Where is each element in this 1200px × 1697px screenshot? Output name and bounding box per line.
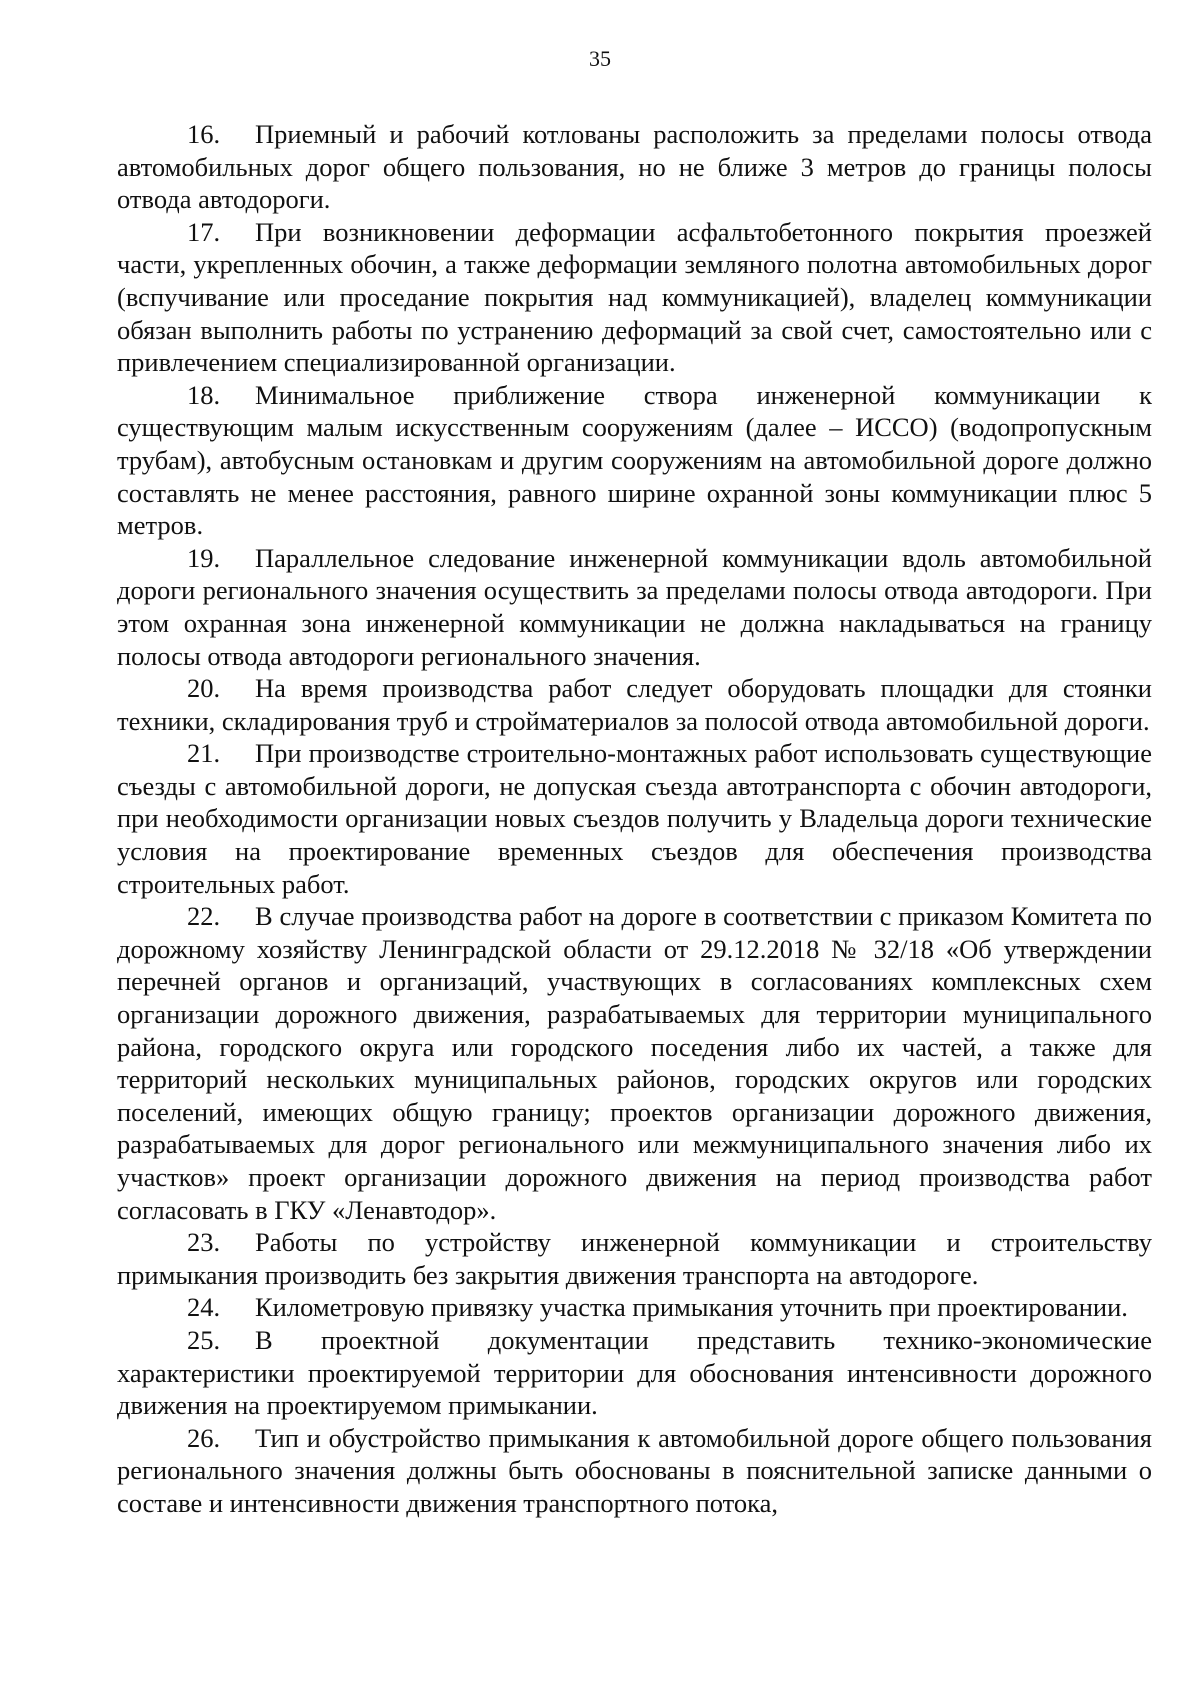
- paragraph-text: При производстве строительно-монтажных работ использовать существующие съезды с автомобильной дороги, не допуская съезда автотранспорта с обочин автодороги, при необходимости организации новых съездов получить у Владельца дороги технические условия на проектирование временных съездов для обеспечения производства строительных работ.: [117, 738, 1152, 899]
- document-body: [117, 118, 1152, 1520]
- page-number: 35: [589, 46, 611, 71]
- paragraph-number: 23.: [187, 1227, 221, 1258]
- paragraph-21: [117, 737, 1152, 900]
- paragraph-number: 24.: [187, 1292, 221, 1323]
- paragraph-text: На время производства работ следует оборудовать площадки для стоянки техники, складирования труб и стройматериалов за полосой отвода автомобильной дороги.: [117, 673, 1152, 736]
- paragraph-number: 19.: [187, 542, 221, 573]
- paragraph-text: Приемный и рабочий котлованы расположить за пределами полосы отвода автомобильных дорог общего пользования, но не ближе 3 метров до границы полосы отвода автодороги.: [117, 119, 1152, 215]
- paragraph-text: Тип и обустройство примыкания к автомобильной дороге общего пользования регионального значения должны быть обоснованы в пояснительной записке данными о составе и интенсивности движения транспортного потока,: [117, 1422, 1152, 1518]
- paragraph-23: [117, 1226, 1152, 1291]
- paragraph-number: 25.: [187, 1324, 221, 1355]
- paragraph-16: [117, 118, 1152, 216]
- paragraph-25: [117, 1324, 1152, 1422]
- paragraph-19: [117, 542, 1152, 672]
- paragraph-text: Минимальное приближение створа инженерной коммуникации к существующим малым искусственным сооружениям (далее – ИССО) (водопропускным трубам), автобусным остановкам и другим сооружениям на автомобильной дороге должно составлять не менее расстояния, равного ширине охранной зоны коммуникации плюс 5 метров.: [117, 379, 1152, 541]
- paragraph-text: Километровую привязку участка примыкания уточнить при проектировании.: [255, 1292, 1128, 1323]
- paragraph-number: 26.: [187, 1422, 221, 1453]
- paragraph-number: 22.: [187, 901, 221, 932]
- paragraph-number: 18.: [187, 379, 221, 410]
- paragraph-text: В случае производства работ на дороге в соответствии с приказом Комитета по дорожному хозяйству Ленинградской области от 29.12.2018 № 32/18 «Об утверждении перечней органов и организаций, участвующих в согласованиях комплексных схем организации дорожного движения, разрабатываемых для территории муниципального района, городского округа или городского поседения либо их частей, а также для территорий нескольких муниципальных районов, городских округов или городских поселений, имеющих общую границу; проектов организации дорожного движения, разрабатываемых для дорог регионального или межмуниципального значения либо их участков» проект организации дорожного движения на период производства работ согласовать в ГКУ «Ленавтодор».: [117, 901, 1152, 1225]
- paragraph-number: 17.: [187, 216, 221, 247]
- paragraph-22: [117, 900, 1152, 1226]
- paragraph-text: Работы по устройству инженерной коммуникации и строительству примыкания производить без закрытия движения транспорта на автодороге.: [117, 1227, 1152, 1290]
- paragraph-number: 16.: [187, 119, 221, 149]
- paragraph-17: [117, 216, 1152, 379]
- paragraph-26: [117, 1422, 1152, 1520]
- paragraph-20: [117, 672, 1152, 737]
- paragraph-24: [117, 1291, 1152, 1324]
- paragraph-text: В проектной документации представить технико-экономические характеристики проектируемой территории для обоснования интенсивности дорожного движения на проектируемом примыкании.: [117, 1324, 1152, 1421]
- paragraph-text: При возникновении деформации асфальтобетонного покрытия проезжей части, укрепленных обочин, а также деформации земляного полотна автомобильных дорог (вспучивание или проседание покрытия над коммуникацией), владелец коммуникации обязан выполнить работы по устранению деформаций за свой счет, самостоятельно или с привлечением специализированной организации.: [117, 216, 1152, 378]
- paragraph-number: 21.: [187, 738, 221, 769]
- paragraph-18: [117, 379, 1152, 542]
- paragraph-text: Параллельное следование инженерной коммуникации вдоль автомобильной дороги регионального значения осуществить за пределами полосы отвода автодороги. При этом охранная зона инженерной коммуникации не должна накладываться на границу полосы отвода автодороги регионального значения.: [117, 542, 1152, 671]
- paragraph-number: 20.: [187, 673, 221, 704]
